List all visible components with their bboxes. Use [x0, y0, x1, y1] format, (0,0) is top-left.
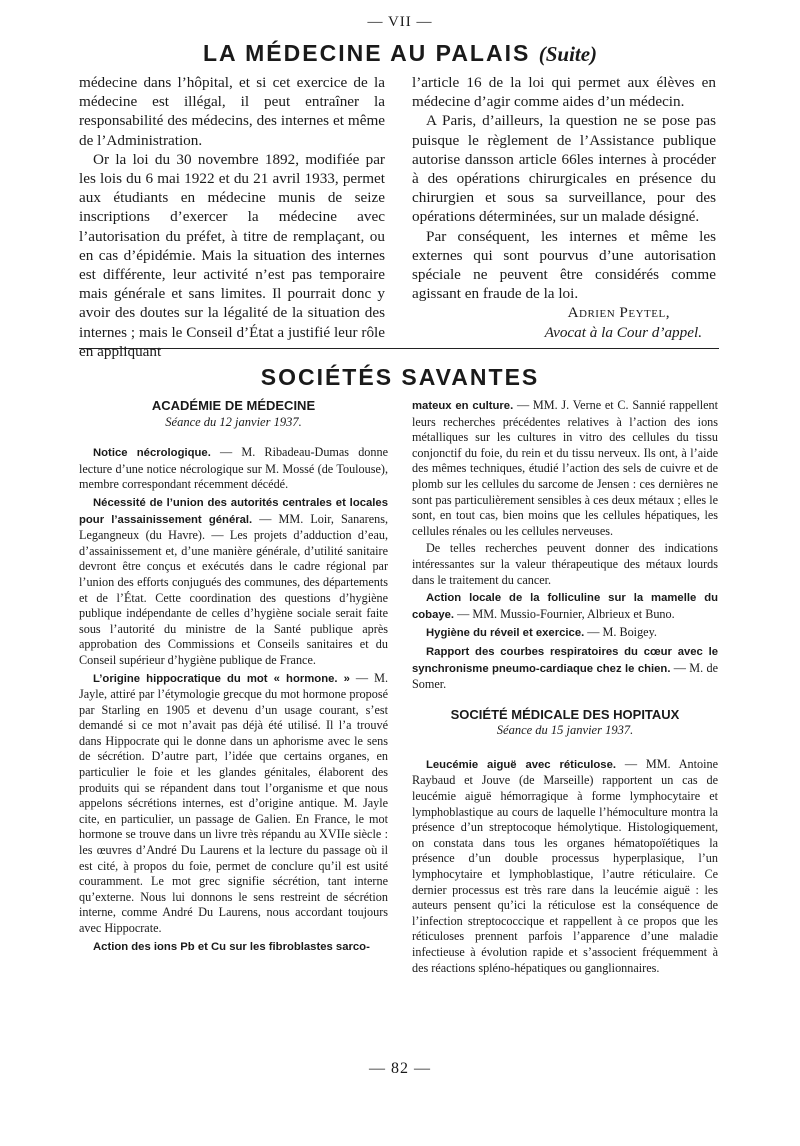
academie-session-date: Séance du 12 janvier 1937. [165, 414, 302, 429]
entry-rubric: Nécessité de l’union des autorités centrales et locales pour l’assainissement général. [79, 496, 388, 526]
entry-rubric: Notice nécrologique. [93, 447, 211, 460]
palais-paragraph: Or la loi du 30 novembre 1892, modifiée par les lois du 6 mai 1922 et du 21 avril 1933, permet aux étudiants en médecine munis de seize inscriptions d’exercer la médecine avec l’autorisation du préfet, à titre de remplaçant, ou en cas d’épidémie. Mais la situation des internes est différente, leur activité n’est pas temporaire mais générale et sans limites. Il pourrait donc y avoir des doutes sur la légalité de la situation des internes ; mais le Conseil d’État a justifié leur rôle en appliquant [79, 150, 385, 360]
roman-page-number: — VII — [367, 14, 433, 30]
entry-text: — MM. Loir, Sanarens, Legangneux (du Havre). — Les projets d’adduction d’eau, d’assainissement et, d’une manière générale, d’utilité sanitaire devront être conçus et exécutés dans le cadre régional par l’union des efforts conjugués des communes, des départements et de l’État. Cette coordination des questions d’hygiène publique indépendante de celles d’hygiène sociale serait faite sous l’autorité du ministre de la Santé publique après approbation des Commissions et Conseils sanitaires et du Conseil supérieur d’hygiène publique de France. [79, 511, 388, 667]
entry-text: — M. Jayle, attiré par l’étymologie grecque du mot hormone proposé par Starling en 1905 et devenu d’un usage courant, s’est demandé si ce mot n’avait pas déjà été utilisé. Il l’a trouvé dans Hippocrate qui le donne dans un aphorisme avec le sens de sécrétion. D’autre part, l’idée que certains organes, en particulier le foie et les glandes génitales, élaborent des produits qui se répandent dans tout l’organisme et que nous appelons sécrétions internes, est d’origine antique. M. Jayle cite, en particulier, un passage de Galien. En France, le mot hormone se trouve dans un livre très répandu au XVIIe siècle : les œuvres d’André Du Laurens et la lecture du passage où il est cité, à propos du foie, permet de conclure qu’il est usité couramment. Le mot grec signifie sécrétion, tant interne qu’externe. Nous lui donnons le sens restreint de sécrétion interne, comme André Du Laurens, nous accordant toujours avec Hippocrate. [79, 670, 388, 935]
author-signature: Adrien Peytel, [567, 304, 670, 322]
entry-rubric: mateux en culture. [412, 400, 514, 412]
entry-rubric: Action locale de la folliculine sur la mamelle du cobaye. [412, 592, 718, 621]
section-title: SOCIÉTÉS SAVANTES [260, 364, 540, 390]
academie-entry-text: De telles recherches peuvent donner des indications intéressantes sur la valeur thérapeutique des métaux lourds dans le traitement du cancer. [412, 541, 718, 587]
societe-session-date: Séance du 15 janvier 1937. [496, 723, 634, 738]
academie-entry-continued [412, 398, 718, 539]
entry-rubric: Rapport des courbes respiratoires du cœur avec le synchronisme pneumo-cardiaque chez le chien. [412, 645, 718, 675]
academie-column [79, 398, 388, 957]
entry-rubric: Leucémie aiguë avec réticulose. [426, 758, 617, 771]
academie-heading: ACADÉMIE DE MÉDECINE [151, 398, 316, 413]
entry-rubric: Hygiène du réveil et exercice. [426, 627, 585, 640]
academie-entry [412, 644, 718, 693]
academie-entry [79, 671, 388, 937]
banner-suite: (Suite) [538, 42, 598, 66]
entry-text: — M. Boigey. [584, 625, 657, 640]
column-banner-title [0, 40, 800, 67]
academie-entry [79, 495, 388, 669]
entry-rubric: Action des ions Pb et Cu sur les fibroblastes sarco- [93, 940, 370, 953]
section-divider [79, 348, 719, 349]
banner-title-text: LA MÉDECINE AU PALAIS [202, 40, 531, 66]
palais-paragraph: A Paris, d’ailleurs, la question ne se pose pas puisque le règlement de l’Assistance publique autorise dansson article 66les internes à procéder à des opérations chirurgicales en présence du chirurgien et sous sa surveillance, pour des opérations déterminées, sur un malade désigné. [412, 112, 716, 226]
academie-entry [412, 625, 718, 642]
entry-text: — M. Ribadeau-Dumas donne lecture d’une notice nécrologique sur M. Mossé (de Toulouse), membre correspondant récemment décédé. [79, 445, 389, 492]
societe-heading: SOCIÉTÉ MÉDICALE DES HOPITAUX [450, 706, 680, 722]
palais-right-column [412, 73, 716, 342]
academie-continued-column [412, 398, 718, 978]
page-number: — 82 — [369, 1060, 431, 1077]
academie-entry-start [79, 939, 388, 956]
palais-paragraph: médecine dans l’hôpital, et si cet exercice de la médecine est illégal, il peut entraîner la responsabilité des médecins, des internes et même de l’Administration. [79, 74, 385, 149]
entry-text: — M. de Somer. [412, 660, 719, 692]
entry-rubric: L’origine hippocratique du mot « hormone. » [93, 672, 350, 685]
societe-entry [412, 757, 718, 976]
academie-entry [412, 590, 718, 623]
palais-left-column [79, 73, 385, 361]
entry-text: — MM. Mussio-Fournier, Albrieux et Buno. [454, 606, 675, 621]
palais-paragraph: Par conséquent, les internes et même les externes qui sont pourvus d’une autorisation spéciale ne peuvent être considérés comme agissant en fraude de la loi. [412, 227, 716, 303]
author-title: Avocat à la Cour d’appel. [544, 323, 702, 341]
palais-paragraph: l’article 16 de la loi qui permet aux élèves en médecine d’agir comme aides d’un médecin. [412, 74, 716, 111]
entry-text: — MM. Antoine Raybaud et Jouve (de Marseille) rapportent un cas de leucémie aiguë hémorragique à forme lymphocytaire et lymphoblastique au cours de laquelle l’hémoculture montra la présence d’un streptocoque hémolytique. Histologiquement, on constata dans tous les organes hématopoïétiques la présence d’un double processus hyperplasique, l’un lymphocytaire et lymphoblastique, l’autre réticulaire. Ce dernier processus est très rare dans la leucémie aiguë : les auteurs pensent qu’ici la réticulose est la conséquence de l’infection streptococcique et rappellent à ce propos que les réticuloses prennent parfois l’apparence d’une maladie infectieuse à évolution rapide et s’associent fréquemment à des réactions spléno-hépatiques ou ganglionnaires. [412, 756, 718, 975]
academie-entry [79, 445, 388, 493]
entry-text: — MM. J. Verne et C. Sannié rappellent leurs recherches précédentes relatives à l’action des ions métalliques sur les cultures in vitro des cellules du tissu conjonctif du foie, du rein et du tissu nerveux. Ils ont, à l’aide des mêmes techniques, étudié l’action des sels de cuivre et de plomb sur les cellules du sarcome de Jensen : ces dernières ne sont pas particulièrement sensibles à ces deux métaux ; elles le sont, en tout cas, bien moins que les cellules hépatiques, les cellules rénales ou les cellules nerveuses. [412, 398, 718, 538]
